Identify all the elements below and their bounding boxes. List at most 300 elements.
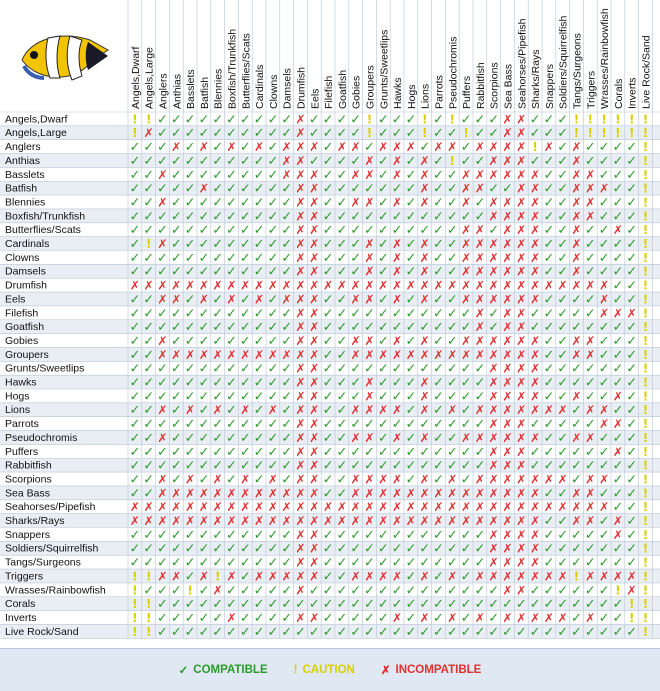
compatible-mark: ✓ [612,624,624,640]
incompatible-mark: ✗ [543,569,554,584]
incompatible-mark: ✗ [543,278,554,293]
compatible-mark: ✓ [584,153,596,169]
compatible-mark: ✓ [253,444,265,460]
compatible-mark: ✓ [239,153,251,169]
compatible-mark: ✓ [377,167,389,183]
compatible-mark: ✓ [626,624,638,640]
compatible-mark: ✓ [308,112,320,128]
compatible-mark: ✓ [198,320,210,336]
compatible-mark: ✓ [281,250,293,266]
incompatible-mark: ✗ [171,278,182,293]
compatible-mark: ✓ [253,153,265,169]
incompatible-mark: ✗ [502,112,513,127]
compatible-mark: ✓ [529,624,541,640]
compatible-mark: ✓ [571,472,582,488]
compatible-mark: ✓ [129,195,141,211]
incompatible-mark: ✗ [171,500,182,515]
compatible-mark: ✓ [226,583,237,599]
compatible-mark: ✓ [198,167,210,183]
compatible-mark: ✓ [281,333,293,349]
incompatible-mark: ✗ [488,444,499,459]
compatible-mark: ✓ [336,361,348,377]
incompatible-mark: ✗ [405,500,416,515]
exclamation-icon: ! [293,664,298,676]
incompatible-mark: ✗ [212,486,223,501]
compatible-mark: ✓ [543,237,555,252]
compatible-mark: ✓ [184,375,196,391]
compatible-mark: ✓ [626,500,638,516]
compatible-mark: ✓ [281,597,293,613]
caution-mark: ! [145,597,152,612]
incompatible-mark: ✗ [612,223,623,238]
compatible-mark: ✓ [557,555,569,571]
compatible-mark: ✓ [322,223,334,239]
compatible-mark: ✓ [391,555,403,571]
compatible-mark: ✓ [281,126,293,142]
compatible-mark: ✓ [377,624,389,640]
compatible-mark: ✓ [433,597,444,613]
caution-mark: ! [615,583,621,598]
compatible-mark: ✓ [557,541,569,557]
compatible-mark: ✓ [543,292,555,308]
compatible-mark: ✓ [170,527,182,543]
compatible-mark: ✓ [598,153,610,169]
compatible-mark: ✓ [212,527,224,543]
incompatible-mark: ✗ [516,264,527,279]
compatible-mark: ✓ [157,389,168,405]
row-label: Goatfish [5,321,45,334]
incompatible-mark: ✗ [530,195,541,210]
compatible-mark: ✓ [157,610,168,626]
compatible-mark: ✓ [557,333,569,349]
compatible-mark: ✓ [364,583,375,599]
compatible-mark: ✓ [405,126,417,142]
compatible-mark: ✓ [405,583,417,599]
compatible-mark: ✓ [557,375,569,391]
compatible-mark: ✓ [267,458,279,474]
compatible-mark: ✓ [129,153,141,169]
compatible-mark: ✓ [322,181,334,197]
compatible-mark: ✓ [184,624,196,640]
incompatible-mark: ✗ [474,250,485,265]
caution-mark: ! [132,624,138,639]
caution-mark: ! [642,583,649,598]
compatible-mark: ✓ [253,320,265,336]
compatible-mark: ✓ [253,610,265,626]
compatible-mark: ✓ [129,320,141,336]
legend-compatible [179,663,268,677]
incompatible-mark: ✗ [281,140,292,155]
incompatible-mark: ✗ [364,569,375,584]
incompatible-mark: ✗ [198,347,209,362]
compatible-mark: ✓ [281,320,293,336]
incompatible-mark: ✗ [626,306,637,321]
compatible-mark: ✓ [212,209,224,225]
compatible-mark: ✓ [557,250,569,266]
compatible-mark: ✓ [226,375,237,391]
compatible-mark: ✓ [364,458,375,474]
incompatible-mark: ✗ [267,486,278,501]
compatible-mark: ✓ [377,209,389,225]
compatible-mark: ✓ [557,320,569,336]
incompatible-mark: ✗ [309,333,320,348]
compatible-mark: ✓ [184,237,196,252]
compatible-mark: ✓ [557,458,569,474]
incompatible-mark: ✗ [309,264,320,279]
incompatible-mark: ✗ [557,610,568,625]
compatible-mark: ✓ [267,361,279,377]
incompatible-mark: ✗ [212,500,223,515]
compatible-mark: ✓ [626,430,638,446]
compatible-mark: ✓ [446,126,458,142]
compatible-mark: ✓ [474,597,486,613]
compatible-mark: ✓ [267,375,279,391]
compatible-mark: ✓ [474,126,486,142]
incompatible-mark: ✗ [585,347,596,362]
incompatible-mark: ✗ [612,527,623,542]
incompatible-mark: ✗ [571,223,582,238]
compatible-mark: ✓ [184,306,196,322]
compatible-mark: ✓ [239,195,251,211]
incompatible-mark: ✗ [516,458,527,473]
compatible-mark: ✓ [612,320,624,336]
incompatible-mark: ✗ [378,569,389,584]
compatible-mark: ✓ [529,444,541,460]
compatible-mark: ✓ [198,597,210,613]
incompatible-mark: ✗ [543,610,554,625]
compatible-mark: ✓ [336,112,348,128]
compatible-mark: ✓ [612,403,624,419]
compatible-mark: ✓ [336,403,348,419]
caution-mark: ! [573,112,580,127]
incompatible-mark: ✗ [240,486,251,501]
compatible-mark: ✓ [460,541,472,557]
incompatible-mark: ✗ [198,292,209,307]
incompatible-mark: ✗ [516,181,527,196]
incompatible-mark: ✗ [350,569,361,584]
compatible-mark: ✓ [170,555,182,571]
row-label: Drumfish [5,279,48,292]
compatible-mark: ✓ [239,555,251,571]
compatible-mark: ✓ [350,624,362,640]
compatible-mark: ✓ [391,223,403,239]
compatible-mark: ✓ [612,597,624,613]
compatible-mark: ✓ [446,430,458,446]
incompatible-mark: ✗ [254,140,265,155]
row-label: Boxfish/Trunkfish [5,210,86,223]
incompatible-mark: ✗ [295,250,306,265]
compatible-mark: ✓ [584,264,596,280]
incompatible-mark: ✗ [350,167,361,182]
compatible-mark: ✓ [405,597,417,613]
compatible-mark: ✓ [391,361,403,377]
incompatible-mark: ✗ [419,237,430,251]
compatible-mark: ✓ [212,375,224,391]
incompatible-mark: ✗ [488,569,499,584]
compatible-mark: ✓ [584,417,596,433]
caution-mark: ! [628,126,635,141]
compatible-mark: ✓ [226,320,237,336]
column-label: Cardinals [254,64,267,109]
compatible-mark: ✓ [350,375,362,391]
compatible-mark: ✓ [557,237,569,252]
compatible-mark: ✓ [626,458,638,474]
row-label: Hogs [5,390,30,403]
compatible-mark: ✓ [198,237,210,252]
compatible-mark: ✓ [336,306,348,322]
compatible-mark: ✓ [157,624,168,640]
incompatible-mark: ✗ [571,486,582,501]
column-label: Blennies [212,68,225,109]
incompatible-mark: ✗ [474,167,485,182]
incompatible-mark: ✗ [226,569,237,584]
incompatible-mark: ✗ [419,514,430,528]
compatible-mark: ✓ [336,237,348,252]
compatible-mark: ✓ [626,209,638,225]
compatible-mark: ✓ [474,375,486,391]
caution-mark: ! [421,112,428,127]
compatible-mark: ✓ [391,126,403,142]
compatible-mark: ✓ [364,140,375,156]
compatible-mark: ✓ [557,444,569,460]
compatible-mark: ✓ [405,195,417,211]
compatible-mark: ✓ [267,306,279,322]
compatible-mark: ✓ [433,126,444,142]
incompatible-mark: ✗ [571,430,582,445]
incompatible-mark: ✗ [392,610,403,625]
caution-mark: ! [449,153,456,168]
incompatible-mark: ✗ [129,500,140,515]
compatible-mark: ✓ [336,264,348,280]
incompatible-mark: ✗ [474,306,485,321]
incompatible-mark: ✗ [171,140,182,155]
compatible-mark: ✓ [598,486,610,502]
compatible-mark: ✓ [557,347,569,363]
compatible-mark: ✓ [350,250,362,266]
compatible-mark: ✓ [143,292,155,308]
compatible-mark: ✓ [143,320,155,336]
compatible-mark: ✓ [584,389,596,405]
caution-mark: ! [628,610,635,625]
compatible-mark: ✓ [598,250,610,266]
compatible-mark: ✓ [184,167,196,183]
compatible-mark: ✓ [529,320,541,336]
incompatible-mark: ✗ [626,569,637,584]
incompatible-mark: ✗ [516,237,527,251]
incompatible-mark: ✗ [157,347,168,362]
incompatible-mark: ✗ [267,514,278,528]
incompatible-mark: ✗ [392,264,403,279]
compatible-mark: ✓ [143,555,155,571]
incompatible-mark: ✗ [336,500,347,515]
compatible-mark: ✓ [184,389,196,405]
compatible-mark: ✓ [433,417,444,433]
incompatible-mark: ✗ [488,472,499,487]
compatible-mark: ✓ [157,555,168,571]
compatible-mark: ✓ [239,264,251,280]
incompatible-mark: ✗ [419,167,430,182]
compatible-mark: ✓ [239,112,251,128]
compatible-mark: ✓ [253,181,265,197]
incompatible-mark: ✗ [488,527,499,542]
compatible-mark: ✓ [377,292,389,308]
incompatible-mark: ✗ [364,486,375,501]
compatible-mark: ✓ [198,472,210,488]
compatible-mark: ✓ [488,112,500,128]
incompatible-mark: ✗ [461,514,472,528]
incompatible-mark: ✗ [447,500,458,515]
incompatible-mark: ✗ [488,195,499,210]
compatible-mark: ✓ [543,389,555,405]
compatible-mark: ✓ [598,527,610,543]
caution-mark: ! [132,610,138,625]
compatible-mark: ✓ [350,237,362,252]
incompatible-mark: ✗ [502,237,513,251]
column-label: Parrots [433,75,446,109]
column-label: Scorpions [488,62,501,109]
compatible-mark: ✓ [405,430,417,446]
compatible-mark: ✓ [322,250,334,266]
compatible-mark: ✓ [170,181,182,197]
caution-mark: ! [642,153,649,168]
compatible-mark: ✓ [543,514,555,529]
incompatible-mark: ✗ [350,195,361,210]
incompatible-mark: ✗ [364,237,375,251]
incompatible-mark: ✗ [585,569,596,584]
compatible-mark: ✓ [488,181,500,197]
incompatible-mark: ✗ [309,361,320,376]
incompatible-mark: ✗ [295,375,306,390]
incompatible-mark: ✗ [309,250,320,265]
compatible-mark: ✓ [405,333,417,349]
compatible-mark: ✓ [170,361,182,377]
compatible-mark: ✓ [557,195,569,211]
compatible-mark: ✓ [405,361,417,377]
compatible-mark: ✓ [571,292,582,308]
compatible-mark: ✓ [433,569,444,585]
incompatible-mark: ✗ [157,333,168,348]
compatible-mark: ✓ [322,597,334,613]
column-label: Rabbitfish [474,62,487,109]
compatible-mark: ✓ [377,237,389,252]
compatible-mark: ✓ [143,375,155,391]
incompatible-mark: ✗ [419,389,430,404]
incompatible-mark: ✗ [502,430,513,445]
compatible-mark: ✓ [267,389,279,405]
incompatible-mark: ✗ [530,333,541,348]
incompatible-mark: ✗ [502,167,513,182]
incompatible-mark: ✗ [474,333,485,348]
row-label: Inverts [5,611,37,624]
column-label: Gobies [350,75,363,109]
incompatible-mark: ✗ [309,555,320,570]
compatible-mark: ✓ [364,417,375,433]
incompatible-mark: ✗ [309,458,320,473]
compatible-mark: ✓ [474,458,486,474]
compatible-mark: ✓ [226,333,237,349]
compatible-mark: ✓ [212,250,224,266]
incompatible-mark: ✗ [295,306,306,321]
compatible-mark: ✓ [446,333,458,349]
incompatible-mark: ✗ [212,583,223,598]
incompatible-mark: ✗ [226,140,237,155]
column-label: Sharks/Rays [530,49,543,109]
incompatible-mark: ✗ [309,181,320,196]
incompatible-mark: ✗ [309,403,320,418]
compatible-mark: ✓ [281,361,293,377]
compatible-mark: ✓ [391,181,403,197]
incompatible-mark: ✗ [461,167,472,182]
caution-mark: ! [642,333,649,348]
caution-mark: ! [601,112,607,127]
incompatible-mark: ✗ [502,541,513,556]
incompatible-mark: ✗ [419,500,430,515]
compatible-mark: ✓ [226,417,237,433]
compatible-mark: ✓ [391,209,403,225]
compatible-mark: ✓ [336,624,348,640]
incompatible-mark: ✗ [530,250,541,265]
compatible-mark: ✓ [198,417,210,433]
compatible-mark: ✓ [336,486,348,502]
caution-mark: ! [642,486,649,501]
compatible-mark: ✓ [322,320,334,336]
incompatible-mark: ✗ [378,472,389,487]
compatible-mark: ✓ [253,167,265,183]
compatible-mark: ✓ [446,375,458,391]
compatible-mark: ✓ [184,181,196,197]
incompatible-mark: ✗ [309,223,320,238]
incompatible-mark: ✗ [516,444,527,459]
row-label: Sea Bass [5,487,50,500]
compatible-mark: ✓ [322,624,334,640]
compatible-mark: ✓ [557,389,569,405]
compatible-mark: ✓ [446,417,458,433]
incompatible-mark: ✗ [447,347,458,362]
incompatible-mark: ✗ [281,153,292,168]
compatible-mark: ✓ [239,250,251,266]
incompatible-mark: ✗ [516,527,527,542]
caution-mark: ! [642,320,649,335]
incompatible-mark: ✗ [295,527,306,542]
incompatible-mark: ✗ [516,569,527,584]
compatible-mark: ✓ [488,624,500,640]
incompatible-mark: ✗ [392,140,403,155]
compatible-mark: ✓ [253,195,265,211]
compatible-mark: ✓ [239,209,251,225]
incompatible-mark: ✗ [419,278,430,293]
incompatible-mark: ✗ [295,417,306,432]
column-labels [130,8,653,109]
incompatible-mark: ✗ [488,140,499,155]
incompatible-mark: ✗ [530,514,541,528]
compatible-mark: ✓ [377,389,389,405]
compatible-mark: ✓ [419,140,431,156]
compatible-mark: ✓ [557,126,569,142]
incompatible-mark: ✗ [474,472,485,487]
compatible-mark: ✓ [612,500,624,516]
incompatible-mark: ✗ [350,347,361,362]
compatible-mark: ✓ [281,112,293,128]
compatible-mark: ✓ [322,444,334,460]
compatible-mark: ✓ [129,541,141,557]
compatible-mark: ✓ [364,597,375,613]
compatible-mark: ✓ [281,527,293,543]
compatible-mark: ✓ [239,361,251,377]
column-label: Hogs [405,84,418,109]
compatible-mark: ✓ [267,153,279,169]
compatible-mark: ✓ [253,583,265,599]
compatible-mark: ✓ [322,237,334,252]
